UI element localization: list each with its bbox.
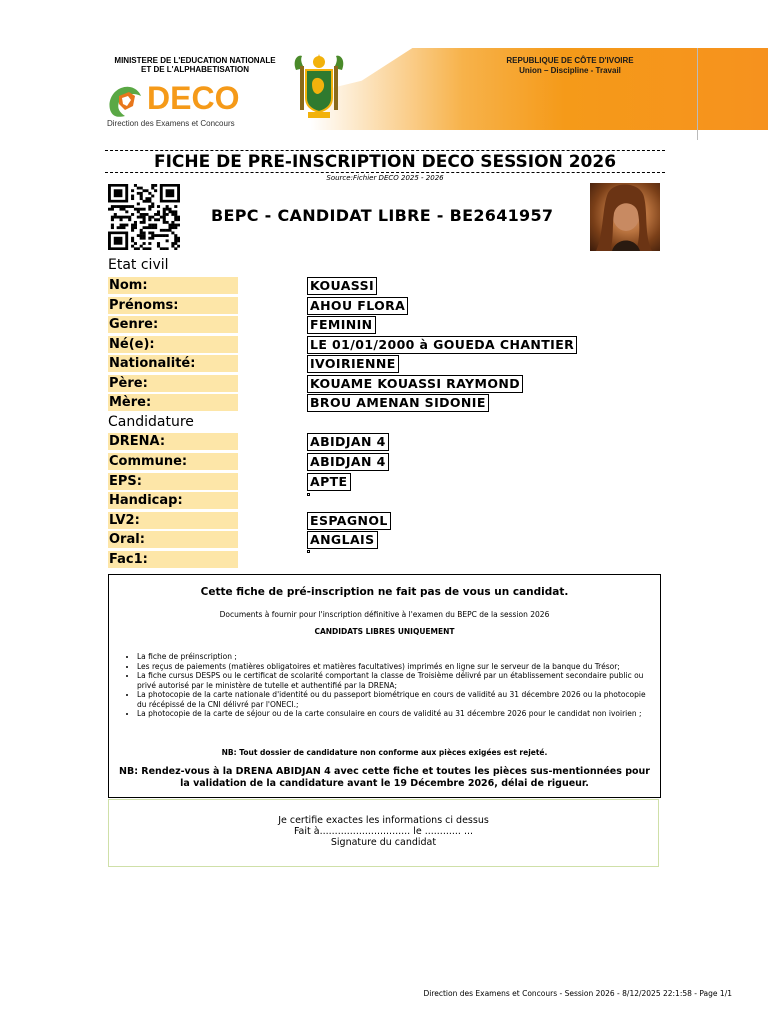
notice-nb-deadline: NB: Rendez-vous à la DRENA ABIDJAN 4 avec cette fiche et toutes les pièces sus-mentionnées pour la validation de la candidature avant le 19 Décembre 2026, délai de rigueur. xyxy=(119,766,650,789)
value-lv2: ESPAGNOL xyxy=(307,512,391,530)
label-prenoms: Prénoms: xyxy=(108,297,238,314)
republic-name: REPUBLIQUE DE CÔTE D'IVOIRE xyxy=(506,56,634,65)
documents-list xyxy=(109,652,660,719)
deco-map-icon xyxy=(105,82,147,122)
label-mere: Mère: xyxy=(108,394,238,411)
label-commune: Commune: xyxy=(108,453,238,470)
deco-subtitle: Direction des Examens et Concours xyxy=(107,119,235,128)
value-mere: BROU AMENAN SIDONIE xyxy=(307,394,489,412)
label-handicap: Handicap: xyxy=(108,492,238,509)
value-eps: APTE xyxy=(307,473,351,491)
header-edge-line xyxy=(697,48,699,140)
section-candidature: Candidature xyxy=(108,414,194,430)
notice-documents: Documents à fournir pour l'inscription définitive à l'examen du BEPC de la session 2026 xyxy=(219,610,550,619)
value-fac1 xyxy=(307,550,310,553)
list-item: • La fiche de préinscription ; xyxy=(137,652,654,662)
coat-of-arms-icon xyxy=(288,50,350,124)
value-ne: LE 01/01/2000 à GOUEDA CHANTIER xyxy=(307,336,577,354)
value-nom: KOUASSI xyxy=(307,277,377,295)
label-fac1: Fac1: xyxy=(108,551,238,568)
page-title: FICHE DE PRE-INSCRIPTION DECO SESSION 2026 xyxy=(153,152,617,172)
notice-nb-rejection: NB: Tout dossier de candidature non conforme aux pièces exigées est rejeté. xyxy=(221,748,548,757)
label-nom: Nom: xyxy=(108,277,238,294)
ministry-name xyxy=(105,56,285,74)
label-lv2: LV2: xyxy=(108,512,238,529)
list-item: • La photocopie de la carte nationale d'identité ou du passeport biométrique en cours de validité au 31 décembre 2026 ou la photocopie du récépissé de la CNI délivré par l'ONECI.; xyxy=(137,690,654,709)
signature-label: Signature du candidat xyxy=(330,837,437,848)
source-note: Source:Fichier DECO 2025 - 2026 xyxy=(326,174,444,182)
ministry-line-1: MINISTERE DE L'EDUCATION NATIONALE xyxy=(114,56,276,65)
place-date-line: Fait à.............................. le ............ ... xyxy=(293,826,474,837)
deco-wordmark: DECO xyxy=(147,80,240,116)
label-pere: Père: xyxy=(108,375,238,392)
republic-motto: Union – Discipline - Travail xyxy=(519,66,621,75)
label-eps: EPS: xyxy=(108,473,238,490)
title-rule-top xyxy=(105,150,665,151)
value-nationalite: IVOIRIENNE xyxy=(307,355,399,373)
label-ne: Né(e): xyxy=(108,336,238,353)
title-block xyxy=(105,150,665,183)
notice-heading: Cette fiche de pré-inscription ne fait pas de vous un candidat. xyxy=(200,586,569,598)
ministry-line-2: ET DE L'ALPHABETISATION xyxy=(141,65,249,74)
list-item: • La fiche cursus DESPS ou le certificat de scolarité comportant la classe de Troisième délivré par un établissement secondaire public ou privé autorisé par le ministère de tutelle et authentifié par la DRENA; xyxy=(137,671,654,690)
label-drena: DRENA: xyxy=(108,433,238,450)
certify-line: Je certifie exactes les informations ci dessus xyxy=(278,815,489,826)
label-oral: Oral: xyxy=(108,531,238,548)
value-genre: FEMININ xyxy=(307,316,376,334)
notice-candidates: CANDIDATS LIBRES UNIQUEMENT xyxy=(314,627,455,636)
republic-block xyxy=(500,56,640,76)
value-commune: ABIDJAN 4 xyxy=(307,453,389,471)
page-footer: Direction des Examens et Concours - Session 2026 - 8/12/2025 22:1:58 - Page 1/1 xyxy=(423,989,732,998)
candidate-photo xyxy=(590,183,660,251)
list-item: • La photocopie de la carte de séjour ou de la carte consulaire en cours de validité au 31 décembre 2026 pour le candidat non ivoirien ; xyxy=(137,709,654,719)
notice-box xyxy=(108,574,661,798)
value-handicap xyxy=(307,493,310,496)
list-item: • Les reçus de paiements (matières obligatoires et matières facultatives) imprimés en ligne sur le serveur de la banque du Trésor; xyxy=(137,662,654,672)
value-drena: ABIDJAN 4 xyxy=(307,433,389,451)
section-etat-civil: Etat civil xyxy=(108,257,169,273)
label-nationalite: Nationalité: xyxy=(108,355,238,372)
candidate-heading: BEPC - CANDIDAT LIBRE - BE2641957 xyxy=(211,206,554,225)
value-oral: ANGLAIS xyxy=(307,531,378,549)
certification-box xyxy=(108,799,659,867)
value-prenoms: AHOU FLORA xyxy=(307,297,408,315)
label-genre: Genre: xyxy=(108,316,238,333)
header-banner xyxy=(105,48,665,130)
deco-logo xyxy=(105,78,265,128)
value-pere: KOUAME KOUASSI RAYMOND xyxy=(307,375,523,393)
qr-code-icon xyxy=(108,184,180,250)
